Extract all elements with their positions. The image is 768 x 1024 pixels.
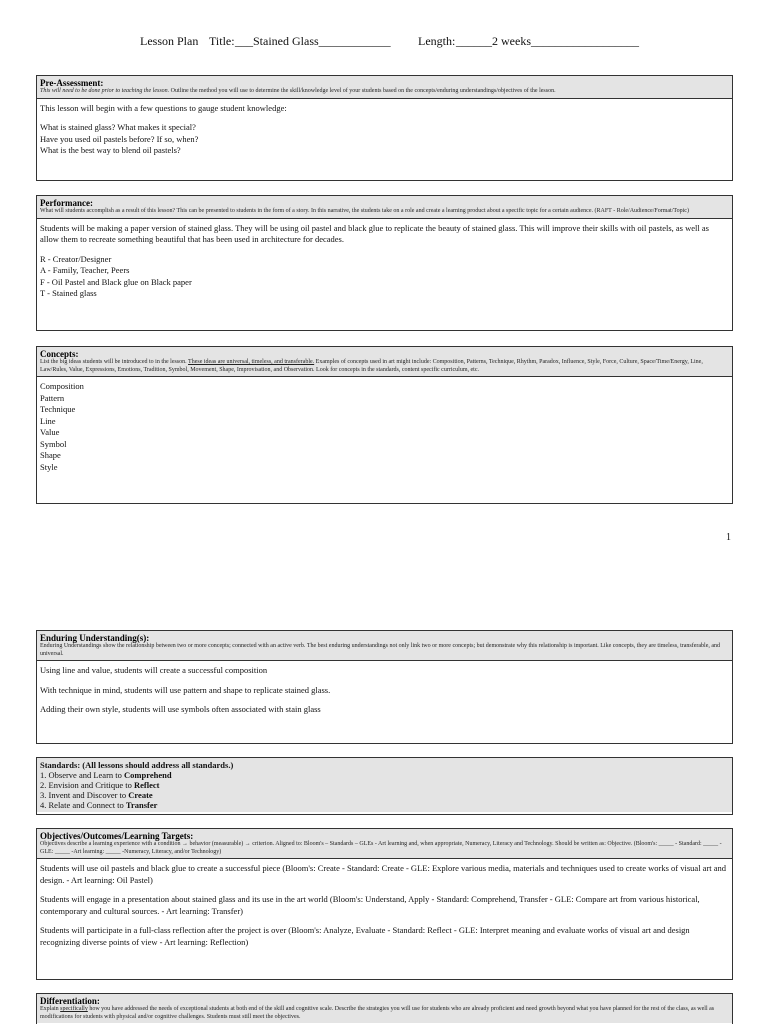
raft-role: R - Creator/Designer [40, 253, 112, 264]
concepts-header [37, 347, 732, 377]
differentiation-desc-underlined: specifically [60, 1006, 88, 1012]
objective-2: Students will engage in a presentation about stained glass and its use in the art world (Bloom's: Understand, Apply - Standard: Comprehend, Transfer - GLE: Compare art from various historical, contemporary and cultural sources. - Art learning: Transfer) [40, 894, 700, 916]
objectives-title: Objectives/Outcomes/Learning Targets: [40, 831, 194, 841]
raft-format: F - Oil Pastel and Black glue on Black paper [40, 276, 192, 287]
concept-item: Technique [40, 404, 76, 414]
objectives-body [37, 859, 732, 960]
enduring-paragraph-3: Adding their own style, students will use symbols often associated with stain glass [40, 704, 321, 714]
question-1: What is stained glass? What makes it special? [40, 122, 196, 132]
concept-item: Shape [40, 450, 61, 460]
objective-3: Students will participate in a full-class reflection after the project is over (Bloom's: Analyze, Evaluate - Standard: Reflect - GLE: Interpret meaning and evaluate works of visual art and design recognizing diverse points of view - Art learning: Reflection) [40, 925, 690, 947]
performance-title: Performance: [40, 198, 93, 208]
title-label: Title: [209, 34, 235, 48]
enduring-paragraph-2: With technique in mind, students will use pattern and shape to replicate stained glass. [40, 684, 331, 695]
concepts-title: Concepts: [40, 349, 79, 359]
concept-item: Pattern [40, 392, 65, 403]
pre-assessment-body [37, 99, 732, 161]
differentiation-title: Differentiation: [40, 996, 100, 1006]
performance-section [36, 195, 733, 331]
pre-assessment-intro: This lesson will begin with a few questions to gauge student knowledge: [40, 102, 287, 113]
enduring-header [37, 631, 732, 661]
raft-audience: A - Family, Teacher, Peers [40, 265, 130, 275]
standard-4-keyword: Transfer [125, 800, 158, 810]
length-label: Length: [418, 34, 456, 48]
enduring-title: Enduring Understanding(s): [40, 633, 150, 643]
lesson-plan-label: Lesson Plan [140, 34, 199, 48]
performance-header [37, 196, 732, 219]
standard-2: 2. Envision and Critique to [40, 780, 134, 790]
standard-1-keyword: Comprehend [124, 770, 172, 780]
differentiation-section [36, 993, 733, 1024]
objective-1: Students will use oil pastels and black glue to create a successful piece (Bloom's: Create - Standard: Create - GLE: Explore various media, materials and techniques used to create works of visual art and design. - Art learning: Oil Pastel) [40, 863, 727, 885]
performance-paragraph: Students will be making a paper version of stained glass. They will be using oil pastel and black glue to replicate the beauty of stained glass. This will improve their skills with oil pastels, as well as allow them to recreate something beautiful that has been used in architecture for decades. [40, 222, 709, 244]
raft-topic: T - Stained glass [40, 288, 97, 298]
standard-3-keyword: Create [128, 790, 153, 800]
concepts-desc-2: Examples of concepts used in art might include: Composition, Patterns, Technique, Rhythm, Paradox, Influence, Style, Force, Culture, Space/Time/Energy, Line, Law/Rules, Value, Expressions, Emotions, Tradition, Symbol, Movement, Shape, Improvisation, and Observation. Look for concepts in the standards, content specific curriculum, etc. [40, 359, 703, 373]
enduring-body [37, 661, 732, 728]
question-3: What is the best way to blend oil pastels? [40, 145, 181, 155]
concepts-desc-underlined: These ideas are universal, timeless, and transferable. [188, 359, 315, 365]
pre-assessment-section [36, 75, 733, 181]
concepts-section [36, 346, 733, 504]
standards-body [37, 758, 732, 812]
lesson-header [0, 34, 768, 52]
standard-2-keyword: Reflect [133, 780, 160, 790]
performance-body [37, 219, 732, 304]
objectives-desc: Objectives describe a learning experience with a condition → behavior (measurable) → criterion. Aligned to: Bloom's – Standards – GLEs - Art learning and, when appropriate, Numeracy, Literacy and Technology. Should be written as: Objective. (Bloom's: _____ - Standard: _____ - GLE: _____ -Art learning: _____ -Numeracy, Literacy, and/or Technology) [40, 841, 722, 855]
differentiation-desc-1: Explain [40, 1006, 61, 1012]
standards-section [36, 757, 733, 815]
pre-assessment-desc-italic: This will need to be done prior to teaching the lesson. [40, 88, 170, 94]
concept-item: Composition [40, 381, 84, 391]
title-value: ___Stained Glass____________ [235, 34, 391, 48]
standard-3: 3. Invent and Discover to [40, 790, 129, 800]
standards-title: Standards: [40, 760, 81, 770]
enduring-paragraph-1: Using line and value, students will create a successful composition [40, 665, 268, 675]
objectives-section [36, 828, 733, 980]
performance-desc: What will students accomplish as a result of this lesson? This can be presented to students in the form of a story. In this narrative, the students take on a role and create a learning product about a specific topic for a certain audience. (RAFT - Role/Audience/Format/Topic) [40, 208, 689, 214]
concepts-body [37, 377, 732, 477]
page-number: 1 [726, 532, 731, 543]
pre-assessment-desc: Outline the method you will use to determine the skill/knowledge level of your students based on the concepts/enduring understandings/objectives of the lesson. [169, 88, 556, 94]
question-2: Have you used oil pastels before? If so, when? [40, 133, 199, 144]
standards-title-rest: (All lessons should address all standards.) [80, 760, 234, 770]
length-value: ______2 weeks__________________ [456, 34, 639, 48]
standard-1: 1. Observe and Learn to [40, 770, 125, 780]
pre-assessment-header [37, 76, 732, 99]
concepts-desc-1: List the big ideas students will be introduced to in the lesson. [40, 359, 189, 365]
concept-item: Line [40, 415, 56, 426]
differentiation-desc-2: how you have addressed the needs of exceptional students at both end of the skill and cognitive scale. Describe the strategies you will use for students who are already proficient and need growth beyond what you have planned for the rest of the class, as well as modifications for students with physical and/or cognitive challenges. Students must still meet the objectives. [40, 1006, 715, 1020]
standard-4: 4. Relate and Connect to [40, 800, 126, 810]
enduring-desc: Enduring Understandings show the relationship between two or more concepts; connected with an active verb. The best enduring understandings not only link two or more concepts; but demonstrate why this relationship is important. Like concepts, they are timeless, transferable, and universal. [40, 643, 721, 657]
pre-assessment-title: Pre-Assessment: [40, 78, 104, 88]
concept-item: Symbol [40, 438, 67, 449]
enduring-understanding-section [36, 630, 733, 744]
differentiation-header [37, 994, 732, 1023]
concept-item: Style [40, 461, 58, 472]
concept-item: Value [40, 427, 60, 437]
objectives-header [37, 829, 732, 859]
